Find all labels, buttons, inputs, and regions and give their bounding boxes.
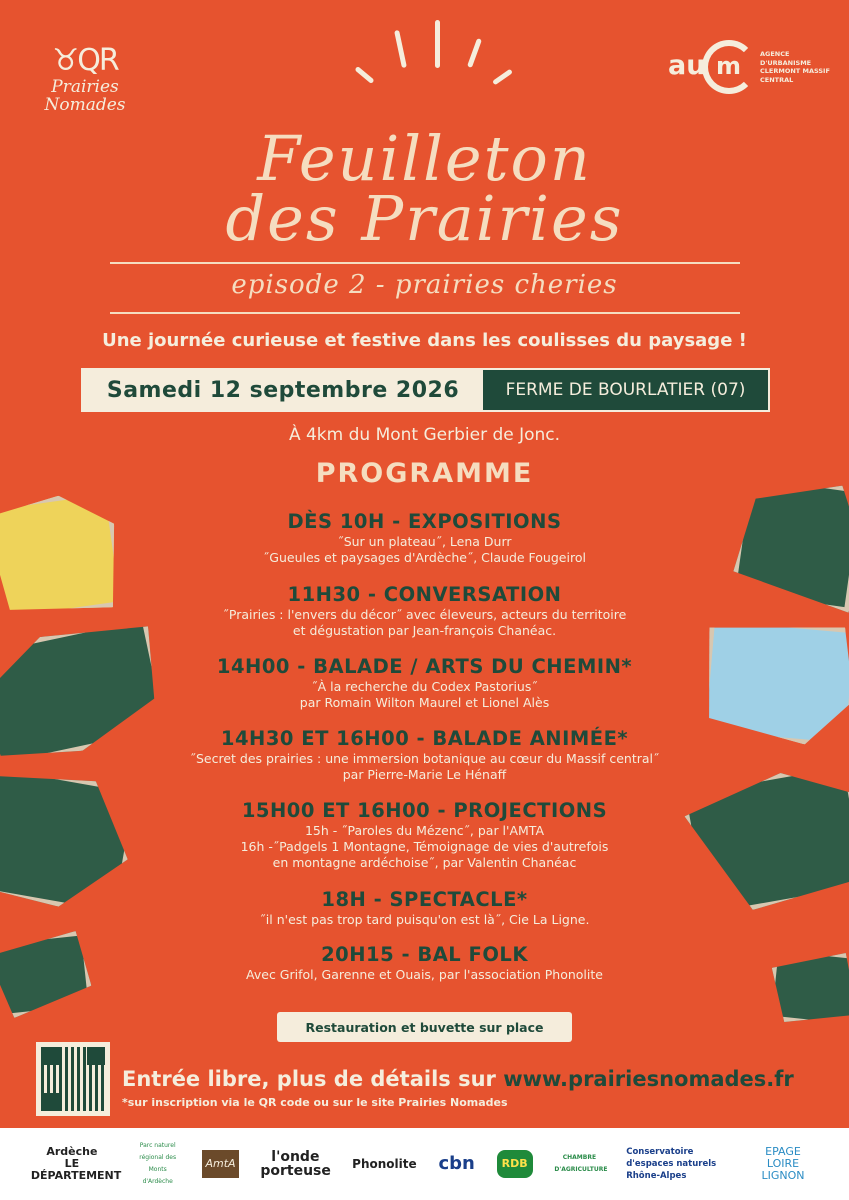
- sun-ray-icon: [435, 20, 440, 68]
- partner-logo-phonolite: [352, 1158, 416, 1170]
- title-line-1: Feuilleton: [257, 122, 592, 195]
- programme-line: en montagne ardéchoise˝, par Valentin Chanéac: [272, 855, 577, 870]
- event-place: FERME DE BOURLATIER (07): [483, 370, 768, 410]
- partner-label: CHAMBRE D'AGRICULTURE: [554, 1154, 608, 1173]
- sun-ray-icon: [492, 69, 513, 86]
- programme-item: [120, 510, 729, 566]
- partners-footer: [0, 1128, 849, 1200]
- partner-label: Parc naturel régional des Monts d'Ardèche: [139, 1142, 177, 1185]
- programme-title: PROGRAMME: [315, 458, 534, 489]
- programme-item: [120, 583, 729, 639]
- partner-logo-pnr: [135, 1140, 181, 1188]
- programme-heading: DÈS 10H - EXPOSITIONS: [287, 510, 562, 533]
- partner-logo-rdb: [497, 1150, 533, 1178]
- decorative-leaf: [0, 930, 94, 1020]
- aucm-agency: AGENCE D'URBANISME CLERMONT MASSIF CENTRAL: [760, 50, 830, 84]
- episode-subtitle: episode 2 - prairies cheries: [231, 270, 618, 300]
- entry-info: [122, 1067, 794, 1091]
- partner-label: AmtA: [205, 1157, 236, 1170]
- programme-line: ˝Secret des prairies : une immersion botanique au cœur du Massif central˝: [189, 751, 660, 766]
- programme-heading: 14H30 ET 16H00 - BALADE ANIMÉE*: [220, 727, 629, 750]
- partner-logo-amta: [202, 1150, 238, 1178]
- programme-line: ˝Gueules et paysages d'Ardèche˝, Claude Fougeirol: [263, 550, 586, 565]
- sun-ray-icon: [467, 38, 482, 68]
- tagline: Une journée curieuse et festive dans les coulisses du paysage !: [102, 330, 747, 351]
- programme-line: ˝il n'est pas trop tard puisqu'on est là˝, Cie La Ligne.: [259, 912, 590, 927]
- divider-top: [110, 262, 740, 264]
- programme-item: [120, 727, 729, 783]
- programme-item: [120, 943, 729, 983]
- partner-logo-chambre-agriculture: [554, 1152, 608, 1176]
- programme-line: Avec Grifol, Garenne et Ouais, par l'association Phonolite: [246, 967, 603, 982]
- partner-label: EPAGE LOIRE LIGNON: [761, 1145, 805, 1182]
- programme-line: et dégustation par Jean-françois Chanéac.: [292, 623, 557, 638]
- programme-line: ˝Prairies : l'envers du décor˝ avec éleveurs, acteurs du territoire: [222, 607, 627, 622]
- event-location-detail: À 4km du Mont Gerbier de Jonc.: [288, 425, 561, 445]
- partner-label: Phonolite: [352, 1157, 417, 1171]
- entry-text: Entrée libre, plus de détails sur: [122, 1067, 504, 1091]
- partner-label: l'onde porteuse: [260, 1149, 331, 1179]
- restauration-badge: Restauration et buvette sur place: [277, 1012, 572, 1042]
- programme-heading: 15H00 ET 16H00 - PROJECTIONS: [241, 799, 608, 822]
- date-location-banner: [81, 368, 770, 412]
- decorative-leaf: [766, 946, 849, 1030]
- programme-line: par Romain Wilton Maurel et Lionel Alès: [299, 695, 550, 710]
- programme-heading: 14H00 - BALADE / ARTS DU CHEMIN*: [216, 655, 633, 678]
- programme-line: 15h - ˝Paroles du Mézenc˝, par l'AMTA: [304, 823, 545, 838]
- programme-item: [120, 799, 729, 871]
- registration-note: *sur inscription via le QR code ou sur le site Prairies Nomades: [122, 1096, 508, 1109]
- qr-code-icon[interactable]: [36, 1042, 110, 1116]
- programme-heading: 11H30 - CONVERSATION: [287, 583, 562, 606]
- programme-line: 16h -˝Padgels 1 Montagne, Témoignage de vies d'autrefois: [240, 839, 609, 854]
- brand-name: Prairies Nomades: [44, 77, 126, 115]
- programme-heading: 20H15 - BAL FOLK: [321, 943, 528, 966]
- event-date: Samedi 12 septembre 2026: [83, 370, 483, 410]
- website-link[interactable]: www.prairiesnomades.fr: [503, 1067, 794, 1091]
- programme-line: ˝À la recherche du Codex Pastorius˝: [311, 679, 538, 694]
- programme-line: par Pierre-Marie Le Hénaff: [342, 767, 507, 782]
- divider-bottom: [110, 312, 740, 314]
- partner-label: Ardèche LE DÉPARTEMENT: [30, 1145, 122, 1182]
- aucm-m: m: [716, 52, 742, 80]
- aucm-logo: [668, 40, 828, 96]
- partner-label: RDB: [501, 1157, 528, 1170]
- programme-item: [120, 888, 729, 928]
- programme-line: ˝Sur un plateau˝, Lena Durr: [337, 534, 512, 549]
- title-line-2: des Prairies: [225, 182, 624, 255]
- partner-label: Conservatoire d'espaces naturels Rhône-Alpes: [626, 1147, 717, 1181]
- decorative-paper-yellow: [0, 489, 126, 624]
- sun-ray-icon: [394, 30, 407, 68]
- programme-item: [120, 655, 729, 711]
- programme-heading: 18H - SPECTACLE*: [321, 888, 528, 911]
- prairies-nomades-logo: [30, 44, 140, 114]
- partner-logo-cen: [626, 1146, 726, 1182]
- brand-mark: ♉︎QR: [52, 43, 118, 78]
- sun-ray-icon: [354, 66, 374, 84]
- partner-logo-epage: [748, 1146, 818, 1182]
- partner-label: cbn: [438, 1153, 475, 1174]
- partner-logo-ardeche: [30, 1145, 122, 1182]
- partner-logo-onde-porteuse: [260, 1150, 330, 1178]
- aucm-au: au: [668, 50, 706, 81]
- decorative-leaf: [730, 472, 849, 612]
- partner-logo-cbn: [438, 1153, 475, 1174]
